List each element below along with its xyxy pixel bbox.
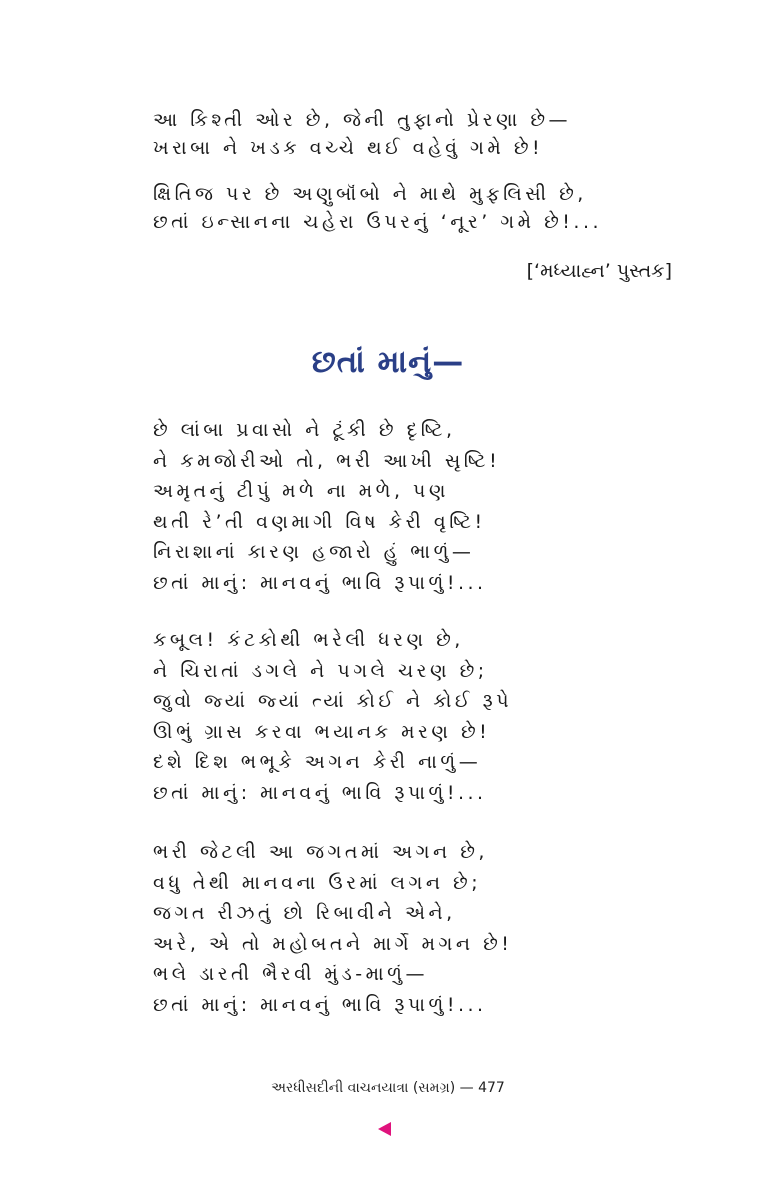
verse-line: થતી રે’તી વણમાગી વિષ કેરી વૃષ્ટિ! bbox=[153, 510, 486, 533]
verse-line: કબૂલ! કંટકોથી ભરેલી ધરણ છે, bbox=[153, 629, 464, 651]
verse-line: ખરાબા ને ખડક વચ્ચે થઈ વહેવું ગમે છે! bbox=[153, 137, 544, 159]
poem-stanza-3 bbox=[153, 837, 512, 1020]
verse-line: જુવો જ્યાં જ્યાં ત્યાં કોઈ ને કોઈ રૂપે bbox=[153, 690, 513, 712]
verse-line: ને કમજોરીઓ તો, ભરી આખી સૃષ્ટિ! bbox=[153, 449, 501, 472]
verse-line: નિરાશાનાં કારણ હજારો હું ભાળું— bbox=[153, 541, 475, 563]
verse-line: અમૃતનું ટીપું મળે ના મળે, પણ bbox=[153, 480, 449, 502]
verse-line: અરે, એ તો મહોબતને માર્ગે મગન છે! bbox=[153, 932, 513, 955]
refrain-line: છતાં માનું: માનવનું ભાવિ રૂપાળું!... bbox=[153, 993, 487, 1016]
left-triangle-icon[interactable] bbox=[378, 1122, 391, 1136]
verse-line: આ કિશ્તી ઓર છે, જેની તુફાનો પ્રેરણા છે— bbox=[153, 109, 572, 131]
verse-line: દશે દિશ ભભૂકે અગન કેરી નાળું— bbox=[153, 751, 482, 773]
poem-stanza-2 bbox=[153, 625, 512, 808]
verse-line: છતાં ઇન્સાનના ચહેરા ઉપરનું ‘નૂર’ ગમે છે!... bbox=[153, 211, 603, 233]
verse-line: ભરી જેટલી આ જગતમાં અગન છે, bbox=[153, 841, 488, 863]
verse-line: ભલે ડારતી ભૈરવી મુંડ-માળું— bbox=[153, 963, 429, 985]
epigraph-stanza-1 bbox=[153, 106, 571, 162]
poem-title: છતાં માનું— bbox=[311, 344, 465, 380]
verse-line: છે લાંબા પ્રવાસો ને ટૂંકી છે દૃષ્ટિ, bbox=[153, 419, 456, 441]
source-citation: [‘મધ્યાહ્ન’ પુસ્તક] bbox=[526, 260, 672, 282]
page-footer: અરધીસદીની વાચનયાત્રા (સમગ્ર) — 477 bbox=[271, 1080, 505, 1096]
poem-stanza-1 bbox=[153, 415, 500, 598]
verse-line: જગત રીઝતું છો રિબાવીને એને, bbox=[153, 902, 456, 924]
epigraph-stanza-2 bbox=[153, 180, 602, 236]
verse-line: ક્ષિતિજ પર છે અણુબૉંબો ને માથે મુફલિસી છે, bbox=[153, 183, 587, 205]
verse-line: ને ચિરાતાં ડગલે ને પગલે ચરણ છે; bbox=[153, 659, 488, 682]
verse-line: વધુ તેથી માનવના ઉરમાં લગન છે; bbox=[153, 871, 482, 894]
refrain-line: છતાં માનું: માનવનું ભાવિ રૂપાળું!... bbox=[153, 571, 487, 594]
verse-line: ઊભું ગ્રાસ કરવા ભયાનક મરણ છે! bbox=[153, 720, 491, 743]
refrain-line: છતાં માનું: માનવનું ભાવિ રૂપાળું!... bbox=[153, 781, 487, 804]
